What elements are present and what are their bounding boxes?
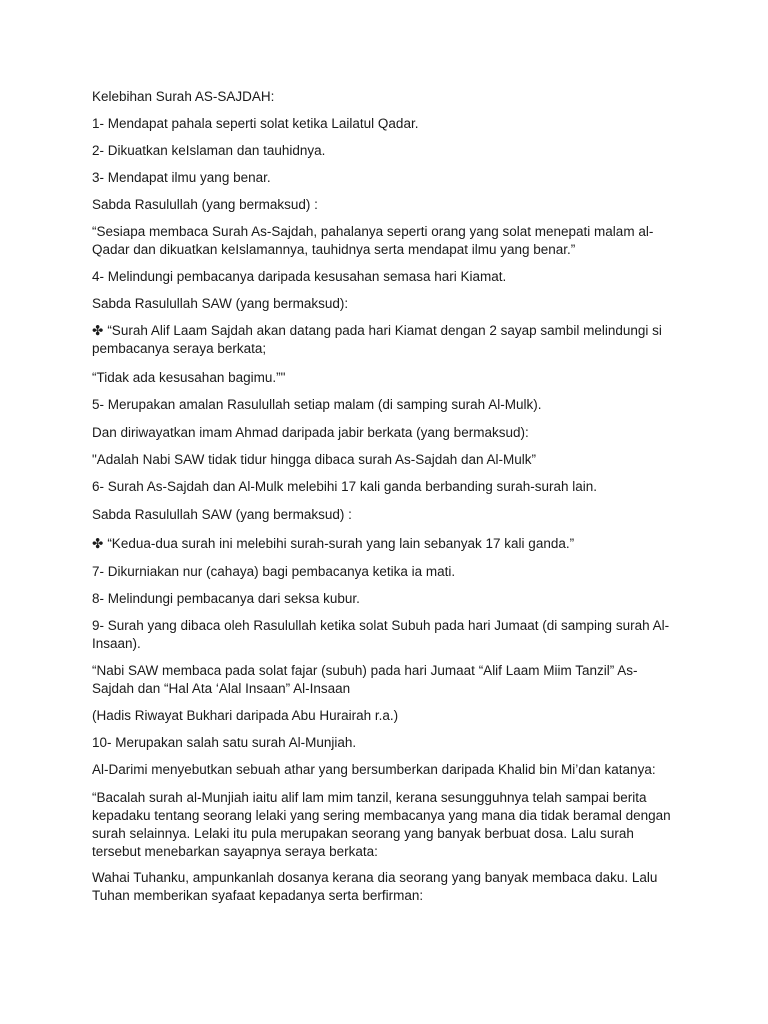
athar-quote: “Bacalah surah al-Munjiah iaitu alif lam mim tanzil, kerana sesungguhnya telah sampai berita kepadaku tentang seorang lelaki yang sering membacanya yang mana dia tidak beramal dengan surah selainnya. Lelaki itu pula merupakan seorang yang banyak berbuat dosa. Lalu surah tersebut menebarkan sayapnya seraya berkata:	[92, 790, 671, 859]
benefit-item-2: 2- Dikuatkan keIslaman dan tauhidnya.	[92, 143, 326, 158]
hadith-quote	[92, 535, 672, 553]
flower-bullet-icon: ✤	[92, 536, 104, 551]
hadith-intro: Sabda Rasulullah SAW (yang bermaksud) :	[92, 507, 352, 522]
benefit-item-5: 5- Merupakan amalan Rasulullah setiap malam (di samping surah Al-Mulk).	[92, 397, 542, 412]
athar-continuation: Wahai Tuhanku, ampunkanlah dosanya kerana dia seorang yang banyak membaca daku. Lalu Tuhan memberikan syafaat kepadanya serta berfirman:	[92, 870, 658, 903]
document-heading: Kelebihan Surah AS-SAJDAH:	[92, 89, 275, 104]
benefit-item-8: 8- Melindungi pembacanya dari seksa kubur.	[92, 591, 360, 606]
narration-intro: Dan diriwayatkan imam Ahmad daripada jabir berkata (yang bermaksud):	[92, 425, 529, 440]
benefit-item-10: 10- Merupakan salah satu surah Al-Munjiah.	[92, 735, 357, 750]
hadith-quote-text: “Kedua-dua surah ini melebihi surah-surah yang lain sebanyak 17 kali ganda.”	[107, 536, 575, 551]
benefit-item-9: 9- Surah yang dibaca oleh Rasulullah ketika solat Subuh pada hari Jumaat (di samping surah Al-Insaan).	[92, 618, 670, 651]
benefit-item-1: 1- Mendapat pahala seperti solat ketika Lailatul Qadar.	[92, 116, 419, 131]
benefit-item-3: 3- Mendapat ilmu yang benar.	[92, 170, 271, 185]
hadith-intro: Sabda Rasulullah (yang bermaksud) :	[92, 197, 318, 212]
benefit-item-4: 4- Melindungi pembacanya daripada kesusahan semasa hari Kiamat.	[92, 269, 507, 284]
hadith-quote: “Sesiapa membaca Surah As-Sajdah, pahalanya seperti orang yang solat menepati malam al-Qadar dan dikuatkan keIslamannya, tauhidnya serta mendapat ilmu yang benar.”	[92, 224, 654, 257]
hadith-quote-text: “Surah Alif Laam Sajdah akan datang pada hari Kiamat dengan 2 sayap sambil melindungi si pembacanya seraya berkata;	[92, 323, 662, 356]
hadith-intro: Sabda Rasulullah SAW (yang bermaksud):	[92, 296, 349, 311]
hadith-quote: "Adalah Nabi SAW tidak tidur hingga dibaca surah As-Sajdah dan Al-Mulk”	[92, 452, 537, 467]
flower-bullet-icon: ✤	[92, 323, 104, 338]
hadith-source: (Hadis Riwayat Bukhari daripada Abu Hurairah r.a.)	[92, 708, 399, 723]
hadith-quote: “Tidak ada kesusahan bagimu.”"	[92, 370, 286, 385]
benefit-item-6: 6- Surah As-Sajdah dan Al-Mulk melebihi 17 kali ganda berbanding surah-surah lain.	[92, 479, 598, 494]
narration-intro: Al-Darimi menyebutkan sebuah athar yang bersumberkan daripada Khalid bin Mi’dan katanya:	[92, 762, 656, 777]
hadith-quote: “Nabi SAW membaca pada solat fajar (subuh) pada hari Jumaat “Alif Laam Miim Tanzil” As-Sajdah dan “Hal Ata ‘Alal Insaan” Al-Insaan	[92, 663, 638, 696]
benefit-item-7: 7- Dikurniakan nur (cahaya) bagi pembacanya ketika ia mati.	[92, 564, 456, 579]
hadith-quote	[92, 322, 672, 358]
